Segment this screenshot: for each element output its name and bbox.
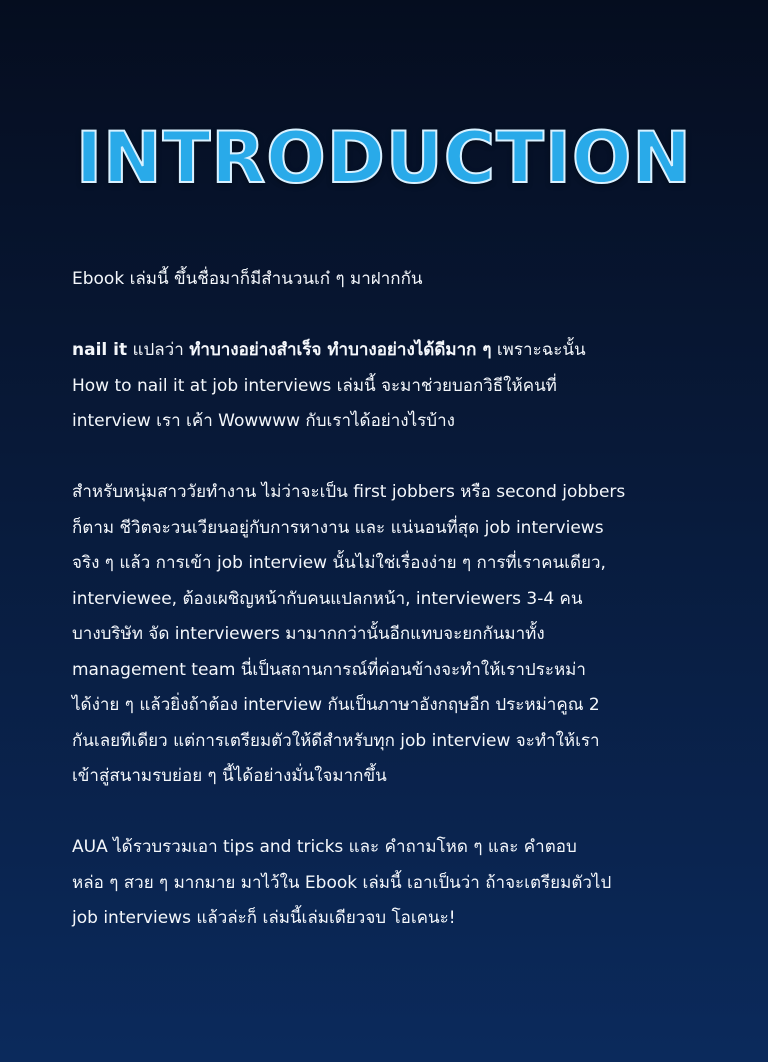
text-line: บางบริษัท จัด interviewers มามากกว่านั้นอีกแทบจะยกกันมาทั้ง bbox=[72, 624, 545, 644]
text-line: จริง ๆ แล้ว การเข้า job interview นั้นไม่ใช่เรื่องง่าย ๆ การที่เราคนเดียว, bbox=[72, 553, 606, 573]
text-line: ก็ตาม ชีวิตจะวนเวียนอยู่กับการหางาน และ แน่นอนที่สุด job interviews bbox=[72, 517, 604, 538]
text-line: interview เรา เค้า Wowwww กับเราได้อย่างไรบ้าง bbox=[72, 411, 455, 431]
paragraph-3 bbox=[72, 475, 712, 795]
text-line: ได้ง่าย ๆ แล้วยิ่งถ้าต้อง interview กันเป็นภาษาอังกฤษอีก ประหม่าคูณ 2 bbox=[72, 695, 600, 715]
paragraph-4 bbox=[72, 830, 712, 937]
text-line: job interviews แล้วล่ะก็ เล่มนี้เล่มเดียวจบ โอเคนะ! bbox=[72, 908, 456, 928]
bold-definition: ทำบางอย่างสำเร็จ ทำบางอย่างได้ดีมาก ๆ bbox=[189, 340, 492, 360]
paragraph-2 bbox=[72, 333, 712, 440]
text-line: nail it แปลว่า ทำบางอย่างสำเร็จ ทำบางอย่างได้ดีมาก ๆ เพราะฉะนั้น bbox=[72, 340, 586, 360]
page-title: INTRODUCTION bbox=[76, 117, 692, 199]
text-line: AUA ได้รวบรวมเอา tips and tricks และ คำถามโหด ๆ และ คำตอบ bbox=[72, 837, 577, 857]
text-line: management team นี่เป็นสถานการณ์ที่ค่อนข้างจะทำให้เราประหม่า bbox=[72, 659, 586, 680]
text-line: How to nail it at job interviews เล่มนี้ จะมาช่วยบอกวิธีให้คนที่ bbox=[72, 375, 557, 396]
text-line: interviewee, ต้องเผชิญหน้ากับคนแปลกหน้า, interviewers 3-4 คน bbox=[72, 588, 583, 609]
text-line: หล่อ ๆ สวย ๆ มากมาย มาไว้ใน Ebook เล่มนี้ เอาเป็นว่า ถ้าจะเตรียมตัวไป bbox=[72, 872, 612, 893]
bold-term: nail it bbox=[72, 340, 128, 360]
paragraph-1 bbox=[72, 262, 712, 298]
text-line: สำหรับหนุ่มสาววัยทำงาน ไม่ว่าจะเป็น first jobbers หรือ second jobbers bbox=[72, 482, 626, 502]
body-text bbox=[72, 262, 712, 972]
text-line: กันเลยทีเดียว แต่การเตรียมตัวให้ดีสำหรับทุก job interview จะทำให้เรา bbox=[72, 730, 600, 751]
text-line: Ebook เล่มนี้ ขึ้นชื่อมาก็มีสำนวนเก๋ ๆ มาฝากกัน bbox=[72, 269, 423, 289]
text-line: เข้าสู่สนามรบย่อย ๆ นี้ได้อย่างมั่นใจมากขึ้น bbox=[72, 766, 387, 786]
